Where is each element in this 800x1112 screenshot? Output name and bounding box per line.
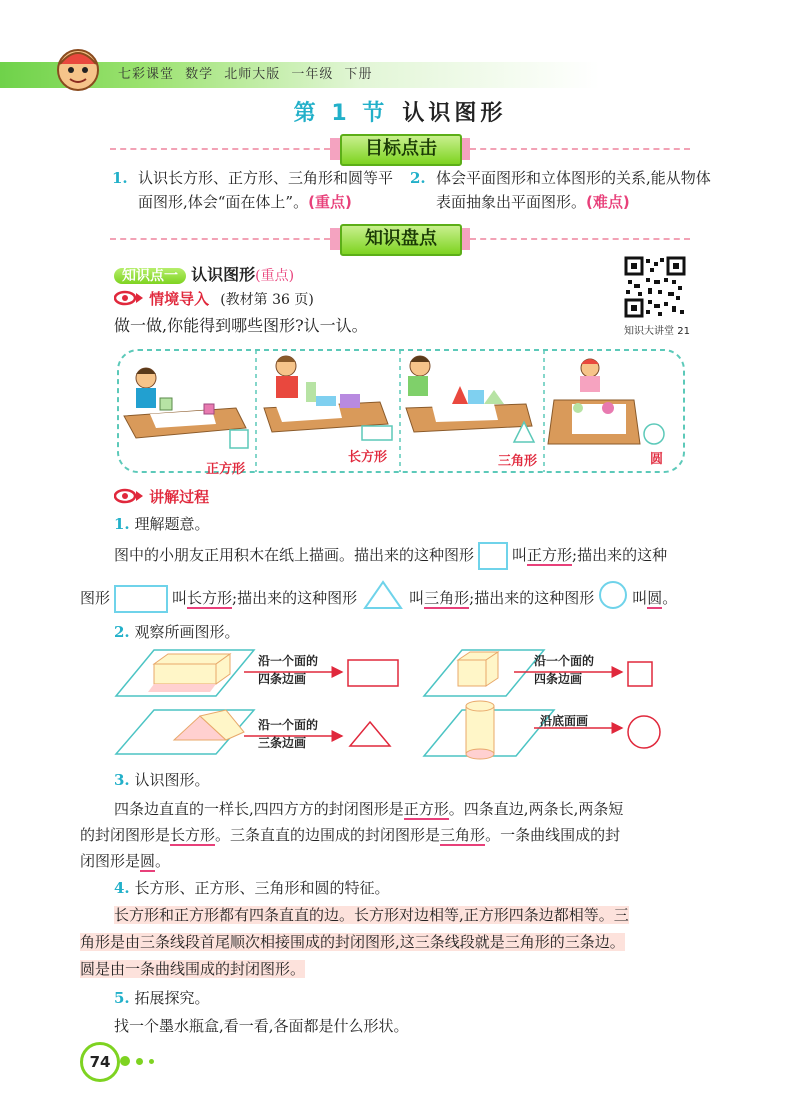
label-line: 四条边画	[258, 672, 307, 686]
explain-heading-text: 讲解过程	[149, 488, 210, 506]
term-triangle: 三角形	[424, 589, 470, 607]
step5-text: 找一个墨水瓶盒,看一看,各面都是什么形状。	[114, 1017, 409, 1035]
term-square: 正方形	[527, 546, 573, 564]
step-title	[114, 876, 389, 900]
text: 图形	[80, 589, 111, 607]
label-line: 沿一个面的	[258, 654, 319, 668]
divider	[470, 238, 690, 240]
knowledge-point-heading	[114, 262, 294, 286]
label-line: 三条边画	[258, 736, 307, 750]
step-title	[114, 620, 239, 644]
qr-caption: 知识大讲堂 21	[624, 326, 690, 337]
goals-banner: 目标点击	[340, 134, 462, 166]
text: 闭图形是	[80, 852, 141, 870]
text: 。四条直边,两条长,两条短	[448, 800, 624, 818]
step4-paragraph	[80, 902, 720, 983]
step-num: 2.	[114, 623, 130, 641]
mascot-icon	[52, 42, 104, 94]
scene-label: 三角形	[498, 454, 538, 469]
text: 。三条直直的边围成的封闭图形是	[215, 826, 441, 844]
scene-label: 长方形	[348, 450, 388, 465]
goal-num: 1.	[112, 169, 128, 187]
term-circle: 圆	[140, 852, 156, 870]
section-title	[0, 96, 800, 127]
knowledge-point-badge: 知识点一	[114, 268, 186, 284]
term-triangle: 三角形	[440, 826, 486, 844]
dot-icon	[136, 1058, 143, 1065]
label-line: 沿一个面的	[258, 718, 319, 732]
scene-illustration	[116, 346, 686, 476]
dot-icon	[120, 1056, 130, 1066]
drawing-diagram	[114, 644, 714, 772]
goal-tag: (重点)	[308, 193, 352, 211]
dot-icon	[149, 1059, 154, 1064]
knowledge-point-title: 认识图形	[191, 265, 256, 284]
text: ;描出来的这种图形	[469, 589, 595, 607]
square-shape	[478, 542, 508, 570]
text: 图中的小朋友正用积木在纸上描画。描出来的这种图形	[114, 546, 475, 564]
step1-line2	[80, 580, 720, 618]
label-line: 四条边画	[534, 672, 583, 686]
text: 。一条曲线围成的封	[485, 826, 621, 844]
goal-item	[410, 166, 720, 214]
divider	[110, 148, 330, 150]
term-rectangle: 长方形	[170, 826, 216, 844]
highlight-text: 长方形和正方形都有四条直直的边。长方形对边相等,正方形四条边都相等。三	[114, 906, 629, 924]
scene-label: 圆	[650, 452, 664, 467]
goal-text: 体会平面图形和立体图形的关系,能从物体表面抽象出平面图形。	[436, 169, 711, 211]
scene-ref: (教材第 36 页)	[220, 292, 314, 308]
section-number: 第 1 节	[293, 101, 389, 126]
step-title-text: 观察所画图形。	[134, 623, 240, 641]
step-num: 3.	[114, 771, 130, 789]
step-num: 1.	[114, 515, 130, 533]
draw-label-square	[534, 652, 594, 688]
banner-flag	[330, 228, 340, 250]
header-text: 七彩课堂 数学 北师大版 一年级 下册	[118, 67, 373, 82]
step-title	[114, 768, 209, 792]
step-title-text: 拓展探究。	[134, 989, 210, 1007]
text: 。	[155, 852, 171, 870]
step1-line1	[114, 542, 724, 570]
goal-text: 认识长方形、正方形、三角形和圆等平面图形,体会“面在体上”。	[138, 169, 394, 211]
eye-icon	[114, 488, 144, 508]
highlight-text: 圆是由一条曲线围成的封闭图形。	[80, 960, 306, 978]
page-number: 74	[80, 1042, 120, 1082]
term-circle: 圆	[647, 589, 663, 607]
eye-icon	[114, 290, 144, 310]
step-title-text: 长方形、正方形、三角形和圆的特征。	[134, 879, 390, 897]
draw-label-circle: 沿底面画	[540, 714, 589, 728]
step-title-text: 认识图形。	[134, 771, 210, 789]
knowledge-point-tag: (重点)	[255, 268, 295, 284]
section-name: 认识图形	[402, 101, 507, 126]
step3-paragraph	[80, 796, 720, 874]
text: 。	[662, 589, 678, 607]
scene-heading	[114, 288, 314, 310]
scene-label: 正方形	[206, 462, 246, 477]
step-title	[114, 986, 209, 1010]
text: 的封闭图形是	[80, 826, 171, 844]
rectangle-shape	[114, 585, 168, 613]
step-num: 4.	[114, 879, 130, 897]
text: 叫	[632, 589, 648, 607]
text: 叫	[512, 546, 528, 564]
highlight-text: 角形是由三条线段首尾顺次相接围成的封闭图形,这三条线段就是三角形的三条边。	[80, 933, 625, 951]
term-square: 正方形	[403, 800, 449, 818]
label-line: 沿一个面的	[534, 654, 595, 668]
draw-label-rect	[258, 652, 318, 688]
draw-label-triangle	[258, 716, 318, 752]
term-rectangle: 长方形	[187, 589, 233, 607]
scene-heading-text: 情境导入	[149, 290, 210, 308]
step-title-text: 理解题意。	[134, 515, 210, 533]
text: 叫	[409, 589, 425, 607]
text: 四条边直直的一样长,四四方方的封闭图形是	[114, 800, 404, 818]
goal-item	[112, 166, 402, 214]
goal-tag: (难点)	[586, 193, 630, 211]
text: 叫	[172, 589, 188, 607]
triangle-shape	[363, 580, 403, 618]
qr-code-icon	[624, 256, 686, 318]
goal-num: 2.	[410, 169, 426, 187]
scene-question: 做一做,你能得到哪些图形?认一认。	[114, 316, 368, 335]
explain-heading	[114, 486, 209, 508]
step-title	[114, 512, 209, 536]
banner-flag	[330, 138, 340, 160]
step-num: 5.	[114, 989, 130, 1007]
knowledge-banner: 知识盘点	[340, 224, 462, 256]
text: ;描出来的这种图形	[232, 589, 358, 607]
circle-shape	[598, 580, 628, 618]
divider	[110, 238, 330, 240]
divider	[470, 148, 690, 150]
text: ;描出来的这种	[572, 546, 668, 564]
